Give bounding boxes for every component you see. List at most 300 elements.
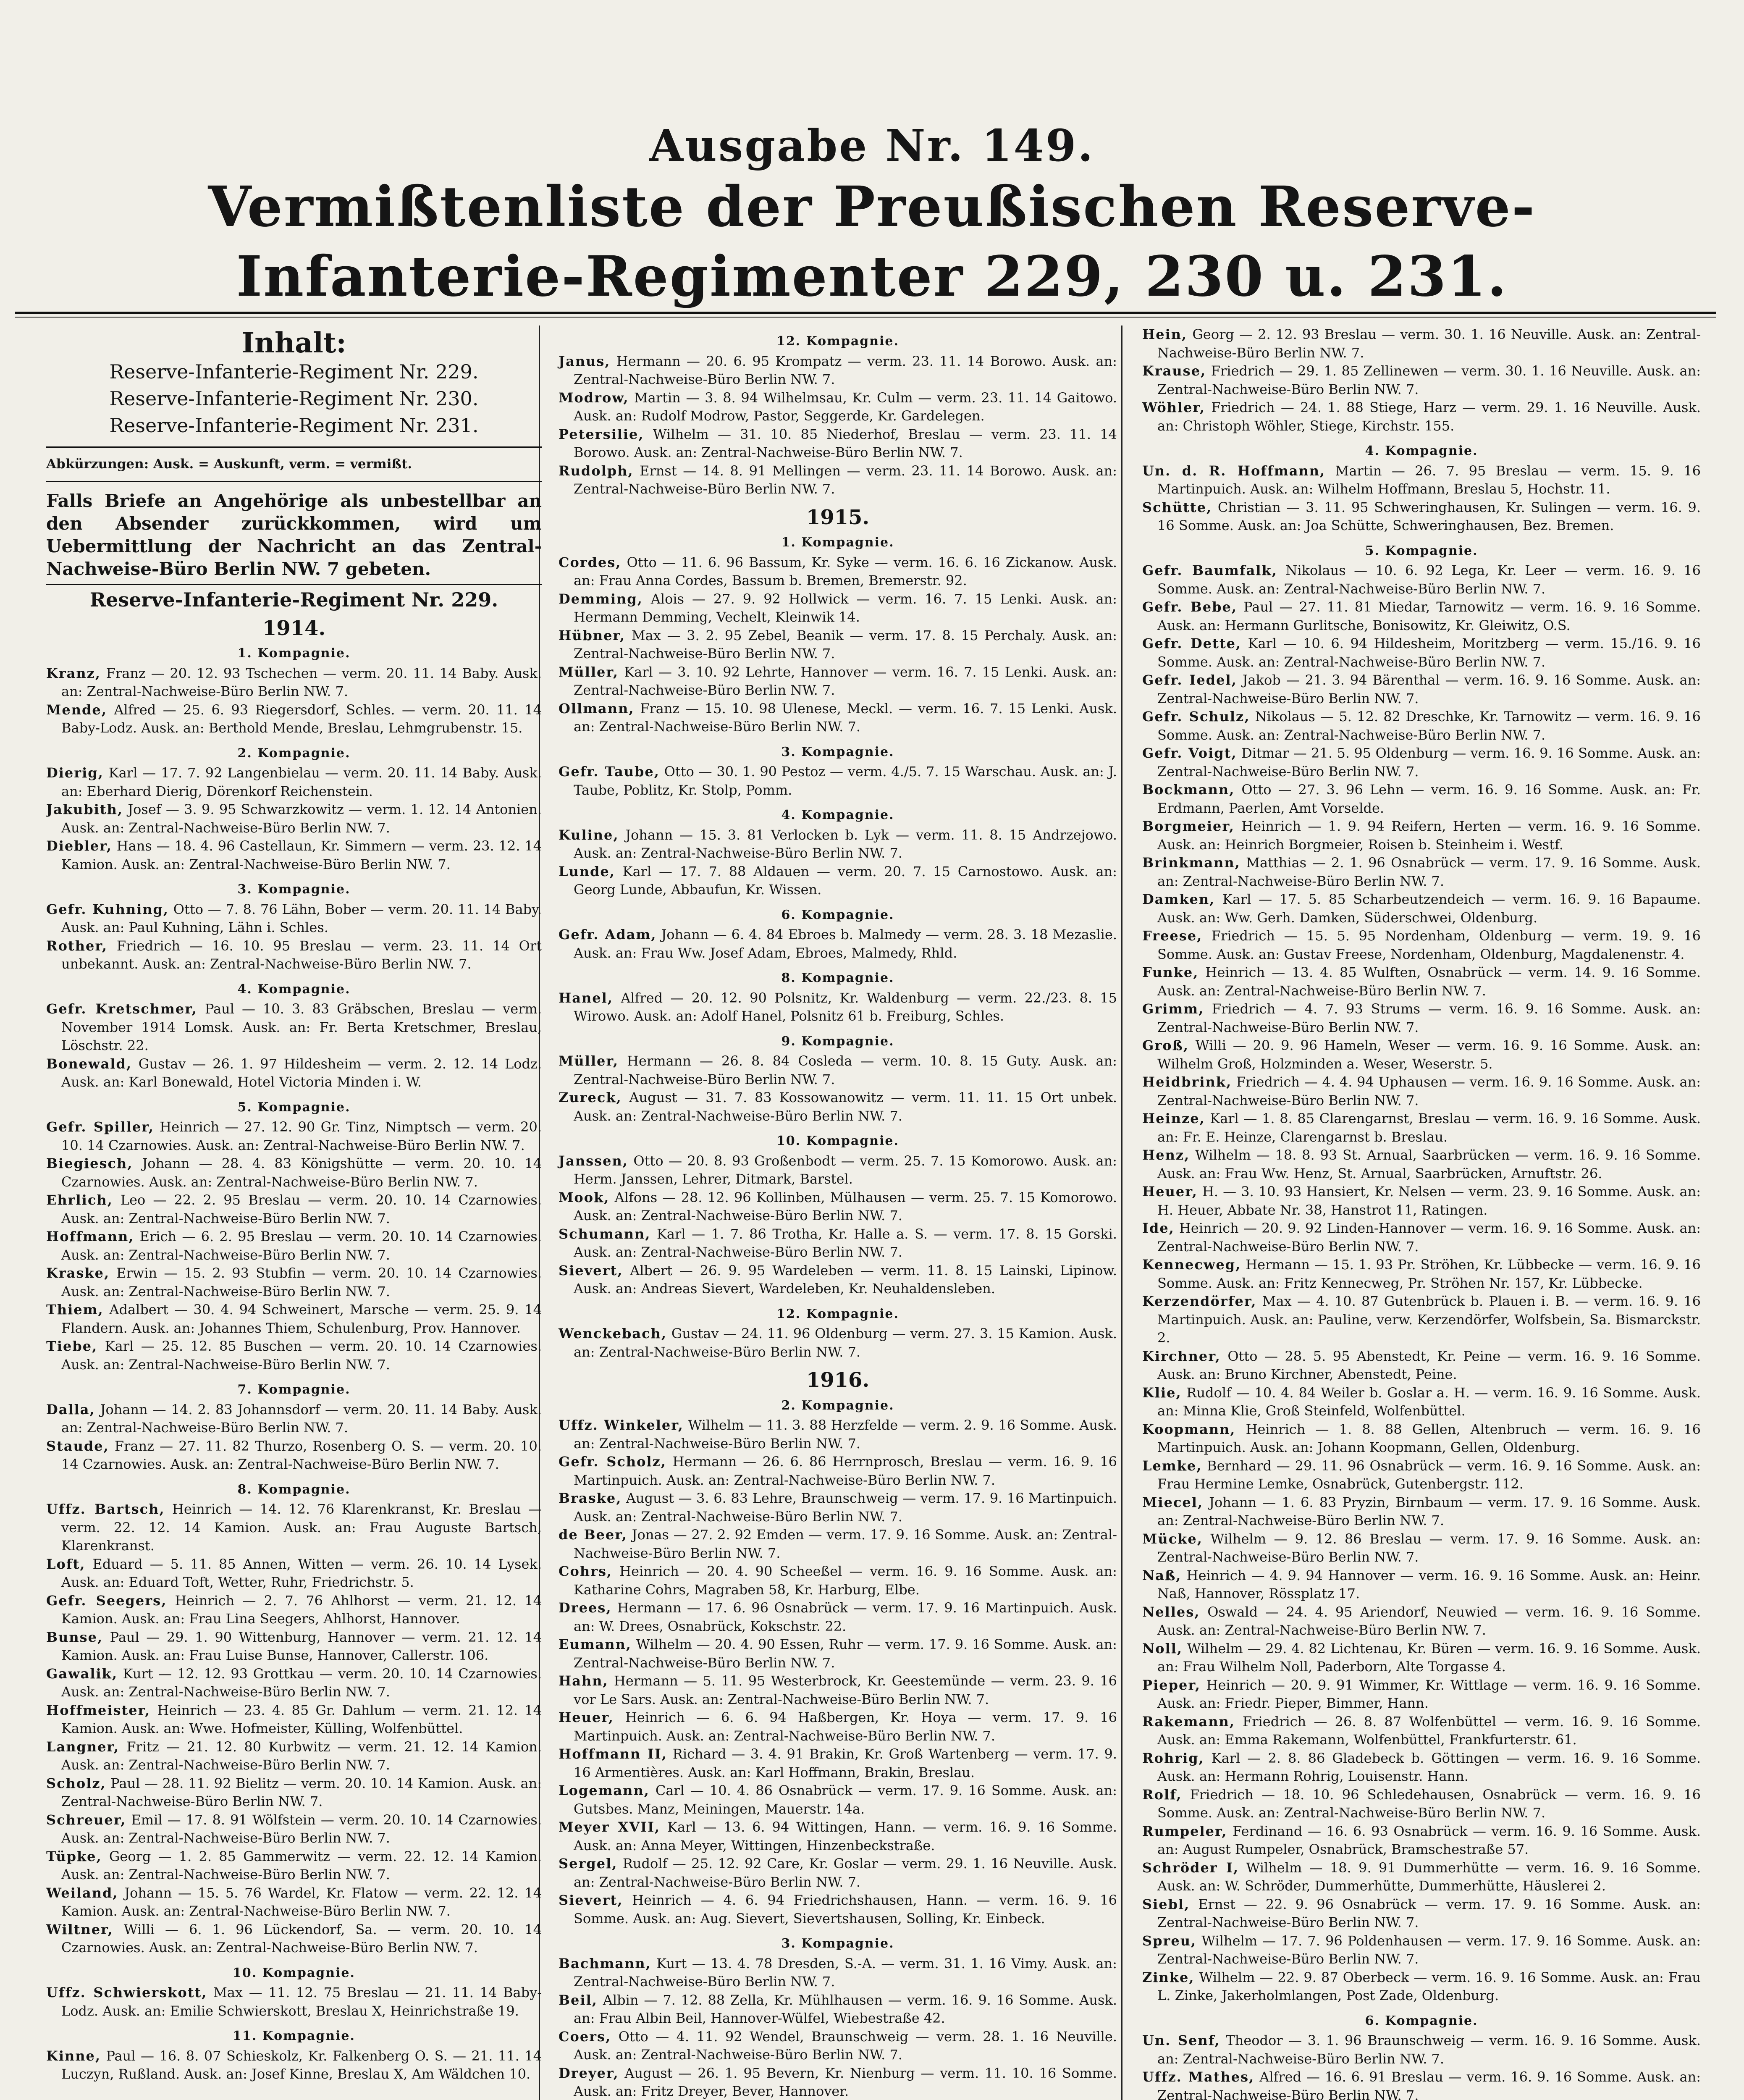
company-heading: 5. Kompagnie. — [237, 1100, 351, 1115]
casualty-entry — [559, 554, 1117, 590]
entry-details: Hans — 18. 4. 96 Castellaun, Kr. Simmern — verm. 23. 12. 14 Kamion. Ausk. an: Zentral-Nachweise-Büro Berlin NW. 7. — [61, 838, 542, 872]
casualty-entry — [46, 1848, 542, 1884]
soldier-name: Kuline, — [559, 827, 619, 843]
soldier-name: Demming, — [559, 591, 643, 607]
entry-details: Wilhelm — 11. 3. 88 Herzfelde — verm. 2. 9. 16 Somme. Ausk. an: Zentral-Nachweise-Büro Berlin NW. 7. — [574, 1417, 1117, 1452]
entry-details: Max — 11. 12. 75 Breslau — 21. 11. 14 Baby-Lodz. Ausk. an: Emilie Schwierskott, Breslau X, Heinrichstraße 19. — [61, 1984, 542, 2019]
casualty-entry — [559, 926, 1117, 962]
casualty-entry — [1142, 1420, 1701, 1457]
entry-details: Paul — 28. 11. 92 Bielitz — verm. 20. 10. 14 Kamion. Ausk. an: Zentral-Nachweise-Büro Berlin NW. 7. — [61, 1775, 542, 1809]
soldier-name: Freese, — [1142, 928, 1203, 944]
soldier-name: Heuer, — [559, 1709, 614, 1725]
entry-details: Rudolf — 10. 4. 84 Weiler b. Goslar a. H. — verm. 16. 9. 16 Somme. Ausk. an: Minna Klie, Groß Steinfeld, Wolfenbüttel. — [1157, 1384, 1701, 1419]
entry-details: Heinrich — 2. 7. 76 Ahlhorst — verm. 21. 12. 14 Kamion. Ausk. an: Frau Lina Seegers, Ahlhorst, Hannover. — [61, 1592, 542, 1627]
entry-details: Ditmar — 21. 5. 95 Oldenburg — verm. 16. 9. 16 Somme. Ausk. an: Zentral-Nachweise-Büro Berlin NW. 7. — [1157, 745, 1701, 780]
soldier-name: Tüpke, — [46, 1848, 102, 1864]
toc-item: Reserve-Infanterie-Regiment Nr. 229. — [109, 360, 479, 383]
casualty-entry — [1142, 1146, 1701, 1183]
year-heading: 1914. — [262, 616, 326, 640]
casualty-entry — [559, 826, 1117, 863]
soldier-name: Un. d. R. Hoffmann, — [1142, 462, 1326, 479]
company-heading: 8. Kompagnie. — [237, 1482, 351, 1497]
entry-details: Erich — 6. 2. 95 Breslau — verm. 20. 10. 14 Czarnowies. Ausk. an: Zentral-Nachweise-Büro Berlin NW. 7. — [61, 1228, 542, 1263]
casualty-entry — [1142, 1530, 1701, 1567]
soldier-name: Ide, — [1142, 1220, 1175, 1236]
company-heading: 4. Kompagnie. — [237, 982, 351, 997]
casualty-entry — [1142, 890, 1701, 927]
casualty-entry — [559, 1189, 1117, 1225]
casualty-list — [559, 1396, 1117, 2100]
entry-details: Friedrich — 18. 10. 96 Schledehausen, Osnabrück — verm. 16. 9. 16 Somme. Ausk. an: Zentral-Nachweise-Büro Berlin NW. 7. — [1157, 1786, 1701, 1821]
soldier-name: Uffz. Schwierskott, — [46, 1984, 207, 2000]
casualty-entry — [559, 700, 1117, 736]
soldier-name: Meyer XVII, — [559, 1819, 661, 1835]
entry-details: Paul — 16. 8. 07 Schieskolz, Kr. Falkenberg O. S. — 21. 11. 14 Luczyn, Rußland. Ausk. an: Josef Kinne, Breslau X, Am Wäldchen 10. — [61, 2048, 542, 2082]
soldier-name: Scholz, — [46, 1775, 106, 1791]
entry-details: Friedrich — 4. 4. 94 Uphausen — verm. 16. 9. 16 Somme. Ausk. an: Zentral-Nachweise-Büro Berlin NW. 7. — [1157, 1074, 1701, 1108]
casualty-entry — [559, 1709, 1117, 1745]
soldier-name: Gefr. Kretschmer, — [46, 1001, 197, 1017]
casualty-entry — [46, 1921, 542, 1957]
casualty-entry — [559, 462, 1117, 499]
entry-details: Johann — 28. 4. 83 Königshütte — verm. 20. 10. 14 Czarnowies. Ausk. an: Zentral-Nachweise-Büro Berlin NW. 7. — [61, 1155, 542, 1190]
soldier-name: Rudolph, — [559, 462, 634, 479]
entry-details: Friedrich — 4. 7. 93 Strums — verm. 16. 9. 16 Somme. Ausk. an: Zentral-Nachweise-Büro Berlin NW. 7. — [1157, 1001, 1701, 1035]
casualty-entry — [1142, 1183, 1701, 1219]
soldier-name: Dalla, — [46, 1401, 95, 1418]
soldier-name: Zureck, — [559, 1089, 622, 1105]
soldier-name: Borgmeier, — [1142, 818, 1235, 834]
casualty-entry — [1142, 1603, 1701, 1640]
soldier-name: Gefr. Voigt, — [1142, 745, 1237, 761]
soldier-name: Krause, — [1142, 363, 1206, 379]
soldier-name: Miecel, — [1142, 1494, 1204, 1510]
casualty-entry — [1142, 399, 1701, 435]
entry-details: Friedrich — 29. 1. 85 Zellinewen — verm. 30. 1. 16 Neuville. Ausk. an: Zentral-Nachweise-Büro Berlin NW. 7. — [1157, 363, 1701, 397]
entry-details: Hermann — 20. 6. 95 Krompatz — verm. 23. 11. 14 Borowo. Ausk. an: Zentral-Nachweise-Büro Berlin NW. 7. — [574, 353, 1117, 387]
soldier-name: Schröder I, — [1142, 1859, 1239, 1876]
soldier-name: Klie, — [1142, 1384, 1182, 1401]
casualty-entry — [559, 1818, 1117, 1855]
soldier-name: Hoffmeister, — [46, 1702, 151, 1718]
column-divider — [1121, 326, 1122, 2100]
casualty-entry — [1142, 1347, 1701, 1384]
soldier-name: Bockmann, — [1142, 782, 1235, 798]
entry-details: Matthias — 2. 1. 96 Osnabrück — verm. 17. 9. 16 Somme. Ausk. an: Zentral-Nachweise-Büro Berlin NW. 7. — [1157, 855, 1701, 889]
soldier-name: Gefr. Schulz, — [1142, 709, 1250, 724]
soldier-name: Un. Senf, — [1142, 2032, 1220, 2048]
casualty-entry — [1142, 1822, 1701, 1859]
entry-details: Willi — 6. 1. 96 Lückendorf, Sa. — verm. 20. 10. 14 Czarnowies. Ausk. an: Zentral-Nachweise-Büro Berlin NW. 7. — [61, 1921, 542, 1956]
soldier-name: Ollmann, — [559, 700, 635, 717]
soldier-name: Jakubith, — [46, 801, 123, 817]
entry-details: Leo — 22. 2. 95 Breslau — verm. 20. 10. 14 Czarnowies. Ausk. an: Zentral-Nachweise-Büro Berlin NW. 7. — [61, 1192, 542, 1226]
entry-details: Johann — 15. 3. 81 Verlocken b. Lyk — verm. 11. 8. 15 Andrzejowo. Ausk. an: Zentral-Nachweise-Büro Berlin NW. 7. — [574, 827, 1117, 861]
company-heading: 3. Kompagnie. — [237, 882, 351, 897]
soldier-name: Lunde, — [559, 863, 615, 879]
entry-details: Nikolaus — 10. 6. 92 Lega, Kr. Leer — verm. 16. 9. 16 Somme. Ausk. an: Zentral-Nachweise-Büro Berlin NW. 7. — [1157, 562, 1701, 597]
casualty-entry — [46, 1118, 542, 1155]
notice-text: Falls Briefe an Angehörige als unbestellbar an den Absender zurückkommen, wird um Uebermittlung der Nachricht an das Zentral-Nachweise-Büro Berlin NW. 7 gebeten. — [46, 491, 542, 579]
entry-details: Albin — 7. 12. 88 Zella, Kr. Mühlhausen — verm. 16. 9. 16 Somme. Ausk. an: Frau Albin Beil, Hannover-Wülfel, Wiebestraße 42. — [574, 1992, 1117, 2026]
casualty-entry — [1142, 963, 1701, 1000]
soldier-name: Sergel, — [559, 1856, 618, 1872]
casualty-entry — [559, 1745, 1117, 1782]
entry-details: Otto — 7. 8. 76 Lähn, Bober — verm. 20. 11. 14 Baby. Ausk. an: Paul Kuhning, Lähn i. Schles. — [61, 901, 542, 935]
casualty-entry — [1142, 362, 1701, 399]
soldier-name: Kennecweg, — [1142, 1257, 1241, 1273]
casualty-entry — [46, 1738, 542, 1774]
casualty-entry — [1142, 1256, 1701, 1292]
casualty-entry — [1142, 1786, 1701, 1822]
entry-details: Wilhelm — 9. 12. 86 Breslau — verm. 17. 9. 16 Somme. Ausk. an: Zentral-Nachweise-Büro Berlin NW. 7. — [1157, 1530, 1701, 1565]
casualty-entry — [46, 1401, 542, 1437]
casualty-entry — [46, 1055, 542, 1092]
soldier-name: Dreyer, — [559, 2065, 619, 2081]
soldier-name: Naß, — [1142, 1567, 1182, 1583]
casualty-entry — [46, 837, 542, 874]
soldier-name: Gefr. Seegers, — [46, 1592, 167, 1609]
casualty-list — [1142, 326, 1701, 2100]
company-heading: 10. Kompagnie. — [233, 1965, 355, 1980]
toc-item: Reserve-Infanterie-Regiment Nr. 230. — [109, 387, 479, 410]
casualty-entry — [1142, 1110, 1701, 1146]
company-heading: 10. Kompagnie. — [776, 1134, 899, 1148]
casualty-entry — [46, 1500, 542, 1555]
entry-details: Carl — 10. 4. 86 Osnabrück — verm. 17. 9. 16 Somme. Ausk. an: Gutsbes. Manz, Meiningen, Mauerstr. 14a. — [574, 1782, 1117, 1817]
casualty-entry — [46, 1665, 542, 1701]
casualty-entry — [46, 1000, 542, 1055]
entry-details: H. — 3. 10. 93 Hansiert, Kr. Nelsen — verm. 23. 9. 16 Somme. Ausk. an: H. Heuer, Abbate Nr. 38, Hanstrot 11, Ratingen. — [1157, 1184, 1701, 1218]
soldier-name: Bachmann, — [559, 1955, 651, 1971]
casualty-entry — [1142, 927, 1701, 963]
entry-details: Wilhelm — 18. 8. 93 St. Arnual, Saarbrücken — verm. 16. 9. 16 Somme. Ausk. an: Frau Ww. Henz, St. Arnual, Saarbrücken, Arnuftstr. 26. — [1157, 1147, 1701, 1181]
soldier-name: Lemke, — [1142, 1457, 1202, 1474]
casualty-entry — [1142, 1292, 1701, 1347]
soldier-name: Cordes, — [559, 554, 622, 570]
casualty-entry — [559, 1855, 1117, 1891]
soldier-name: Heuer, — [1142, 1184, 1198, 1200]
year-heading: 1915. — [806, 505, 870, 529]
company-heading: 6. Kompagnie. — [1365, 2013, 1478, 2028]
soldier-name: Noll, — [1142, 1640, 1183, 1656]
entry-details: Karl — 17. 5. 85 Scharbeutzendeich — verm. 16. 9. 16 Bapaume. Ausk. an: Ww. Gerh. Damken, Süderschwei, Oldenburg. — [1157, 891, 1701, 926]
entry-details: Franz — 15. 10. 98 Ulenese, Meckl. — verm. 16. 7. 15 Lenki. Ausk. an: Zentral-Nachweise-Büro Berlin NW. 7. — [574, 700, 1117, 735]
regiment-heading: Reserve-Infanterie-Regiment Nr. 229. — [46, 584, 542, 609]
entry-details: Hermann — 17. 6. 96 Osnabrück — verm. 17. 9. 16 Martinpuich. Ausk. an: W. Drees, Osnabrück, Kokschstr. 22. — [574, 1600, 1117, 1634]
divider — [46, 446, 542, 448]
casualty-entry — [1142, 1073, 1701, 1110]
entry-details: Franz — 27. 11. 82 Thurzo, Rosenberg O. S. — verm. 20. 10. 14 Czarnowies. Ausk. an: Zentral-Nachweise-Büro Berlin NW. 7. — [61, 1438, 542, 1472]
entry-details: Otto — 20. 8. 93 Großenbodt — verm. 25. 7. 15 Komorowo. Ausk. an: Herm. Janssen, Lehrer, Ditmark, Barstel. — [574, 1152, 1117, 1187]
entry-details: Martin — 3. 8. 94 Wilhelmsau, Kr. Culm — verm. 23. 11. 14 Gaitowo. Ausk. an: Rudolf Modrow, Pastor, Seggerde, Kr. Gardelegen. — [574, 389, 1117, 424]
entry-details: Wilhelm — 22. 9. 87 Oberbeck — verm. 16. 9. 16 Somme. Ausk. an: Frau L. Zinke, Jakerholmlangen, Post Zade, Oldenburg. — [1157, 1969, 1701, 2003]
casualty-entry — [46, 801, 542, 837]
soldier-name: Pieper, — [1142, 1677, 1201, 1693]
soldier-name: Logemann, — [559, 1782, 650, 1798]
casualty-entry — [46, 764, 542, 801]
casualty-entry — [1142, 1713, 1701, 1749]
company-heading: 1. Kompagnie. — [237, 646, 351, 661]
soldier-name: Uffz. Winkeler, — [559, 1417, 684, 1433]
entry-details: Eduard — 5. 11. 85 Annen, Witten — verm. 26. 10. 14 Lysek. Ausk. an: Eduard Toft, Wetter, Ruhr, Friedrichstr. 5. — [61, 1556, 542, 1590]
soldier-name: Weiland, — [46, 1885, 118, 1901]
entry-details: Jonas — 27. 2. 92 Emden — verm. 17. 9. 16 Somme. Ausk. an: Zentral-Nachweise-Büro Berlin NW. 7. — [574, 1527, 1117, 1561]
toc-heading: Inhalt: — [241, 326, 346, 359]
entry-details: Ferdinand — 16. 6. 93 Osnabrück — verm. 16. 9. 16 Somme. Ausk. an: August Rumpeler, Osnabrück, Bramschestraße 57. — [1157, 1823, 1701, 1857]
entry-details: Richard — 3. 4. 91 Brakin, Kr. Groß Wartenberg — verm. 17. 9. 16 Armentières. Ausk. an: Karl Hoffmann, Brakin, Breslau. — [574, 1746, 1117, 1780]
soldier-name: Schütte, — [1142, 499, 1212, 515]
casualty-entry — [46, 701, 542, 738]
company-heading: 11. Kompagnie. — [233, 2029, 355, 2043]
entry-details: Heinrich — 20. 9. 91 Wimmer, Kr. Wittlage — verm. 16. 9. 16 Somme. Ausk. an: Friedr. Pieper, Bimmer, Hann. — [1157, 1677, 1701, 1711]
entry-details: Theodor — 3. 1. 96 Braunschweig — verm. 16. 9. 16 Somme. Ausk. an: Zentral-Nachweise-Büro Berlin NW. 7. — [1157, 2032, 1701, 2067]
entry-details: Jakob — 21. 3. 94 Bärenthal — verm. 16. 9. 16 Somme. Ausk. an: Zentral-Nachweise-Büro Berlin NW. 7. — [1157, 672, 1701, 706]
casualty-entry — [46, 1437, 542, 1474]
casualty-entry — [1142, 499, 1701, 535]
casualty-entry — [559, 1782, 1117, 1818]
column-2 — [542, 326, 1117, 2100]
casualty-entry — [559, 1489, 1117, 1526]
casualty-entry — [559, 1635, 1117, 1672]
entry-details: Otto — 11. 6. 96 Bassum, Kr. Syke — verm. 16. 6. 16 Zickanow. Ausk. an: Frau Anna Cordes, Bassum b. Bremen, Bremerstr. 92. — [574, 554, 1117, 588]
entry-details: Wilhelm — 17. 7. 96 Poldenhausen — verm. 17. 9. 16 Somme. Ausk. an: Zentral-Nachweise-Büro Berlin NW. 7. — [1157, 1932, 1701, 1967]
casualty-entry — [1142, 1384, 1701, 1420]
company-heading: 3. Kompagnie. — [781, 1936, 894, 1951]
casualty-entry — [1142, 1457, 1701, 1494]
entry-details: Karl — 1. 8. 85 Clarengarnst, Breslau — verm. 16. 9. 16 Somme. Ausk. an: Fr. E. Heinze, Clarengarnst b. Breslau. — [1157, 1110, 1701, 1145]
casualty-entry — [559, 1152, 1117, 1189]
abbreviations-note: Abkürzungen: Ausk. = Auskunft, verm. = vermißt. — [46, 456, 412, 472]
company-heading: 3. Kompagnie. — [781, 744, 894, 759]
casualty-entry — [1142, 598, 1701, 635]
soldier-name: Langner, — [46, 1738, 120, 1755]
entry-details: Max — 3. 2. 95 Zebel, Beanik — verm. 17. 8. 15 Perchaly. Ausk. an: Zentral-Nachweise-Büro Berlin NW. 7. — [574, 627, 1117, 662]
casualty-entry — [46, 1155, 542, 1191]
entry-details: Karl — 17. 7. 88 Aldauen — verm. 20. 7. 15 Carnostowo. Ausk. an: Georg Lunde, Abbaufun, Kr. Wissen. — [574, 863, 1117, 898]
casualty-entry — [559, 1599, 1117, 1635]
soldier-name: Gefr. Scholz, — [559, 1454, 666, 1470]
casualty-entry — [1142, 1969, 1701, 2005]
entry-details: Emil — 17. 8. 91 Wölfstein — verm. 20. 10. 14 Czarnowies. Ausk. an: Zentral-Nachweise-Büro Berlin NW. 7. — [61, 1811, 542, 1846]
company-heading: 12. Kompagnie. — [776, 1306, 899, 1321]
entry-details: Karl — 17. 7. 92 Langenbielau — verm. 20. 11. 14 Baby. Ausk. an: Eberhard Dierig, Dörenkorf Reichenstein. — [61, 765, 542, 799]
casualty-entry — [1142, 744, 1701, 781]
soldier-name: Dierig, — [46, 765, 104, 781]
entry-details: Alfred — 20. 12. 90 Polsnitz, Kr. Waldenburg — verm. 22./23. 8. 15 Wirowo. Ausk. an: Adolf Hanel, Polsnitz 61 b. Freiburg, Schles. — [574, 990, 1117, 1024]
soldier-name: Thiem, — [46, 1302, 104, 1318]
casualty-entry — [46, 1701, 542, 1738]
entry-details: Willi — 20. 9. 96 Hameln, Weser — verm. 16. 9. 16 Somme. Ausk. an: Wilhelm Groß, Holzminden a. Weser, Weserstr. 5. — [1157, 1037, 1701, 1072]
soldier-name: Hoffmann II, — [559, 1746, 668, 1762]
entry-details: Karl — 2. 8. 86 Gladebeck b. Göttingen — verm. 16. 9. 16 Somme. Ausk. an: Hermann Rohrig, Louisenstr. Hann. — [1157, 1750, 1701, 1784]
soldier-name: Rohrig, — [1142, 1750, 1204, 1766]
casualty-entry — [559, 663, 1117, 700]
soldier-name: Cohrs, — [559, 1563, 613, 1579]
soldier-name: Gefr. Taube, — [559, 764, 660, 780]
entry-details: Heinrich — 4. 9. 94 Hannover — verm. 16. 9. 16 Somme. Ausk. an: Heinr. Naß, Hannover, Rössplatz 17. — [1157, 1567, 1701, 1601]
column-1 — [46, 326, 542, 2100]
casualty-entry — [559, 1672, 1117, 1709]
entry-details: Heinrich — 20. 4. 90 Scheeßel — verm. 16. 9. 16 Somme. Ausk. an: Katharine Cohrs, Magraben 58, Kr. Harburg, Elbe. — [574, 1563, 1117, 1598]
casualty-entry — [1142, 2032, 1701, 2068]
entry-details: Otto — 4. 11. 92 Wendel, Braunschweig — verm. 28. 1. 16 Neuville. Ausk. an: Zentral-Nachweise-Büro Berlin NW. 7. — [574, 2028, 1117, 2063]
soldier-name: Wenckebach, — [559, 1326, 667, 1341]
entry-details: Heinrich — 14. 12. 76 Klarenkranst, Kr. Breslau — verm. 22. 12. 14 Kamion. Ausk. an: Frau Auguste Bartsch, Klarenkranst. — [61, 1501, 542, 1554]
soldier-name: Nelles, — [1142, 1604, 1200, 1620]
soldier-name: Spreu, — [1142, 1932, 1197, 1949]
entry-details: Karl — 13. 6. 94 Wittingen, Hann. — verm. 16. 9. 16 Somme. Ausk. an: Anna Meyer, Wittingen, Hinzenbeckstraße. — [574, 1819, 1117, 1853]
casualty-entry — [46, 1301, 542, 1337]
casualty-entry — [1142, 708, 1701, 744]
casualty-entry — [1142, 1000, 1701, 1037]
casualty-entry — [559, 2028, 1117, 2064]
casualty-entry — [559, 1052, 1117, 1089]
casualty-entry — [559, 2064, 1117, 2100]
soldier-name: Henz, — [1142, 1147, 1190, 1163]
entry-details: Karl — 1. 7. 86 Trotha, Kr. Halle a. S. — verm. 17. 8. 15 Gorski. Ausk. an: Zentral-Nachweise-Büro Berlin NW. 7. — [574, 1226, 1117, 1260]
entry-details: Franz — 20. 12. 93 Tschechen — verm. 20. 11. 14 Baby. Ausk. an: Zentral-Nachweise-Büro Berlin NW. 7. — [61, 665, 542, 699]
entry-details: Georg — 2. 12. 93 Breslau — verm. 30. 1. 16 Neuville. Ausk. an: Zentral-Nachweise-Büro Berlin NW. 7. — [1157, 326, 1701, 361]
year-heading: 1916. — [806, 1368, 870, 1392]
casualty-entry — [1142, 1859, 1701, 1895]
soldier-name: Diebler, — [46, 838, 112, 854]
casualty-entry — [559, 1416, 1117, 1453]
casualty-entry — [46, 1191, 542, 1228]
entry-details: August — 31. 7. 83 Kossowanowitz — verm. 11. 11. 15 Ort unbek. Ausk. an: Zentral-Nachweise-Büro Berlin NW. 7. — [574, 1089, 1117, 1124]
soldier-name: Gefr. Spiller, — [46, 1119, 154, 1135]
entry-details: Heinrich — 20. 9. 92 Linden-Hannover — verm. 16. 9. 16 Somme. Ausk. an: Zentral-Nachweise-Büro Berlin NW. 7. — [1157, 1220, 1701, 1255]
soldier-name: Groß, — [1142, 1037, 1189, 1053]
casualty-entry — [46, 1984, 542, 2020]
casualty-entry — [46, 1628, 542, 1665]
soldier-name: Modrow, — [559, 389, 629, 406]
casualty-entry — [46, 900, 542, 937]
casualty-entry — [1142, 562, 1701, 598]
entry-details: Johann — 15. 5. 76 Wardel, Kr. Flatow — verm. 22. 12. 14 Kamion. Ausk. an: Zentral-Nachweise-Büro Berlin NW. 7. — [61, 1885, 542, 1919]
entry-details: Hermann — 26. 6. 86 Herrnprosch, Breslau — verm. 16. 9. 16 Martinpuich. Ausk. an: Zentral-Nachweise-Büro Berlin NW. 7. — [574, 1454, 1117, 1488]
casualty-entry — [559, 863, 1117, 899]
soldier-name: Mende, — [46, 701, 107, 718]
soldier-name: Hanel, — [559, 990, 613, 1006]
casualty-entry — [559, 1325, 1117, 1361]
soldier-name: Brinkmann, — [1142, 855, 1240, 871]
casualty-entry — [1142, 462, 1701, 499]
soldier-name: Bunse, — [46, 1629, 103, 1645]
entry-details: Alois — 27. 9. 92 Hollwick — verm. 16. 7. 15 Lenki. Ausk. an: Hermann Demming, Vechelt, Kleinwik 14. — [574, 591, 1117, 625]
entry-details: Christian — 3. 11. 95 Schweringhausen, Kr. Sulingen — verm. 16. 9. 16 Somme. Ausk. an: Joa Schütte, Schweringhausen, Bez. Bremen. — [1157, 499, 1701, 533]
soldier-name: de Beer, — [559, 1527, 627, 1543]
entry-details: Martin — 26. 7. 95 Breslau — verm. 15. 9. 16 Martinpuich. Ausk. an: Wilhelm Hoffmann, Breslau 5, Hochstr. 11. — [1157, 462, 1701, 497]
soldier-name: Grimm, — [1142, 1001, 1204, 1017]
company-heading: 9. Kompagnie. — [781, 1034, 894, 1049]
casualty-entry — [46, 1228, 542, 1264]
entry-details: Johann — 1. 6. 83 Pryzin, Birnbaum — verm. 17. 9. 16 Somme. Ausk. an: Zentral-Nachweise-Büro Berlin NW. 7. — [1157, 1494, 1701, 1528]
casualty-entry — [559, 763, 1117, 799]
entry-details: Karl — 3. 10. 92 Lehrte, Hannover — verm. 16. 7. 15 Lenki. Ausk. an: Zentral-Nachweise-Büro Berlin NW. 7. — [574, 664, 1117, 698]
soldier-name: Rother, — [46, 937, 108, 954]
casualty-entry — [46, 1337, 542, 1374]
soldier-name: Beil, — [559, 1992, 598, 2008]
casualty-entry — [46, 664, 542, 701]
entry-details: Karl — 25. 12. 85 Buschen — verm. 20. 10. 14 Czarnowies. Ausk. an: Zentral-Nachweise-Büro Berlin NW. 7. — [61, 1338, 542, 1373]
casualty-entry — [559, 1089, 1117, 1125]
soldier-name: Gefr. Iedel, — [1142, 672, 1237, 688]
soldier-name: Siebl, — [1142, 1896, 1190, 1912]
company-heading: 2. Kompagnie. — [781, 1398, 894, 1413]
soldier-name: Hahn, — [559, 1673, 608, 1689]
soldier-name: Schumann, — [559, 1226, 651, 1242]
soldier-name: Heinze, — [1142, 1110, 1205, 1126]
soldier-name: Damken, — [1142, 891, 1215, 907]
soldier-name: Kirchner, — [1142, 1348, 1221, 1364]
casualty-entry — [1142, 817, 1701, 854]
entry-details: Paul — 29. 1. 90 Wittenburg, Hannover — verm. 21. 12. 14 Kamion. Ausk. an: Frau Luise Bunse, Hannover, Callerstr. 106. — [61, 1629, 542, 1663]
toc-item: Reserve-Infanterie-Regiment Nr. 231. — [109, 414, 479, 437]
casualty-entry — [1142, 1932, 1701, 1969]
soldier-name: Rumpeler, — [1142, 1823, 1227, 1839]
entry-details: Hermann — 5. 11. 95 Westerbrock, Kr. Geestemünde — verm. 23. 9. 16 vor Le Sars. Ausk. an: Zentral-Nachweise-Büro Berlin NW. 7. — [574, 1673, 1117, 1707]
entry-details: Wilhelm — 18. 9. 91 Dummerhütte — verm. 16. 9. 16 Somme. Ausk. an: W. Schröder, Dummerhütte, Dummerhütte, Häuslerei 2. — [1157, 1859, 1701, 1894]
soldier-name: Braske, — [559, 1490, 622, 1506]
divider — [46, 481, 542, 482]
entry-details: August — 26. 1. 95 Bevern, Kr. Nienburg — verm. 11. 10. 16 Somme. Ausk. an: Fritz Dreyer, Bever, Hannover. — [574, 2065, 1117, 2099]
casualty-list — [559, 332, 1117, 499]
soldier-name: Kerzendörfer, — [1142, 1293, 1257, 1309]
entry-details: Heinrich — 13. 4. 85 Wulften, Osnabrück — verm. 14. 9. 16 Somme. Ausk. an: Zentral-Nachweise-Büro Berlin NW. 7. — [1157, 964, 1701, 999]
casualty-list — [559, 533, 1117, 1361]
casualty-entry — [46, 1811, 542, 1848]
casualty-entry — [559, 627, 1117, 663]
soldier-name: Mücke, — [1142, 1530, 1203, 1547]
casualty-entry — [559, 989, 1117, 1026]
entry-details: Hermann — 15. 1. 93 Pr. Ströhen, Kr. Lübbecke — verm. 16. 9. 16 Somme. Ausk. an: Fritz Kennecweg, Pr. Ströhen Nr. 157, Kr. Lübbecke. — [1157, 1257, 1701, 1291]
soldier-name: Schreuer, — [46, 1811, 126, 1828]
casualty-entry — [46, 1264, 542, 1301]
casualty-entry — [1142, 1494, 1701, 1530]
company-heading: 7. Kompagnie. — [237, 1382, 351, 1397]
soldier-name: Kraske, — [46, 1265, 110, 1281]
entry-details: Alfons — 28. 12. 96 Kollinben, Mülhausen — verm. 25. 7. 15 Komorowo. Ausk. an: Zentral-Nachweise-Büro Berlin NW. 7. — [574, 1189, 1117, 1223]
casualty-entry — [1142, 854, 1701, 890]
soldier-name: Hoffmann, — [46, 1228, 134, 1244]
casualty-entry — [1142, 671, 1701, 708]
entry-details: Paul — 10. 3. 83 Gräbschen, Breslau — verm. November 1914 Lomsk. Ausk. an: Fr. Berta Kretschmer, Breslau, Löschstr. 22. — [61, 1001, 542, 1053]
soldier-name: Koopmann, — [1142, 1421, 1236, 1437]
casualty-entry — [1142, 781, 1701, 817]
entry-details: Alfred — 25. 6. 93 Riegersdorf, Schles. — verm. 20. 11. 14 Baby-Lodz. Ausk. an: Berthold Mende, Breslau, Lehmgrubenstr. 15. — [61, 701, 542, 736]
entry-details: Fritz — 21. 12. 80 Kurbwitz — verm. 21. 12. 14 Kamion. Ausk. an: Zentral-Nachweise-Büro Berlin NW. 7. — [61, 1738, 542, 1773]
soldier-name: Zinke, — [1142, 1969, 1195, 1985]
company-heading: 12. Kompagnie. — [776, 334, 899, 349]
entry-details: Wilhelm — 20. 4. 90 Essen, Ruhr — verm. 17. 9. 16 Somme. Ausk. an: Zentral-Nachweise-Büro Berlin NW. 7. — [574, 1636, 1117, 1671]
casualty-entry — [1142, 326, 1701, 362]
soldier-name: Heidbrink, — [1142, 1074, 1232, 1090]
entry-details: Heinrich — 23. 4. 85 Gr. Dahlum — verm. 21. 12. 14 Kamion. Ausk. an: Wwe. Hofmeister, Külling, Wolfenbüttel. — [61, 1702, 542, 1736]
entry-details: Josef — 3. 9. 95 Schwarzkowitz — verm. 1. 12. 14 Antonien. Ausk. an: Zentral-Nachweise-Büro Berlin NW. 7. — [61, 801, 542, 836]
casualty-entry — [559, 352, 1117, 389]
entry-details: Paul — 27. 11. 81 Miedar, Tarnowitz — verm. 16. 9. 16 Somme. Ausk. an: Hermann Gurlitsche, Bonisowitz, Kr. Gleiwitz, O.S. — [1157, 599, 1701, 633]
entry-details: Erwin — 15. 2. 93 Stubfin — verm. 20. 10. 14 Czarnowies. Ausk. an: Zentral-Nachweise-Büro Berlin NW. 7. — [61, 1265, 542, 1299]
entry-details: August — 3. 6. 83 Lehre, Braunschweig — verm. 17. 9. 16 Martinpuich. Ausk. an: Zentral-Nachweise-Büro Berlin NW. 7. — [574, 1490, 1117, 1525]
casualty-entry — [1142, 2068, 1701, 2100]
casualty-entry — [559, 1225, 1117, 1262]
entry-details: Wilhelm — 29. 4. 82 Lichtenau, Kr. Büren — verm. 16. 9. 16 Somme. Ausk. an: Frau Wilhelm Noll, Paderborn, Alte Torgasse 4. — [1157, 1640, 1701, 1675]
entry-details: Karl — 10. 6. 94 Hildesheim, Moritzberg — verm. 15./16. 9. 16 Somme. Ausk. an: Zentral-Nachweise-Büro Berlin NW. 7. — [1157, 635, 1701, 670]
soldier-name: Petersilie, — [559, 426, 644, 442]
casualty-entry — [46, 1555, 542, 1592]
soldier-name: Drees, — [559, 1600, 612, 1616]
